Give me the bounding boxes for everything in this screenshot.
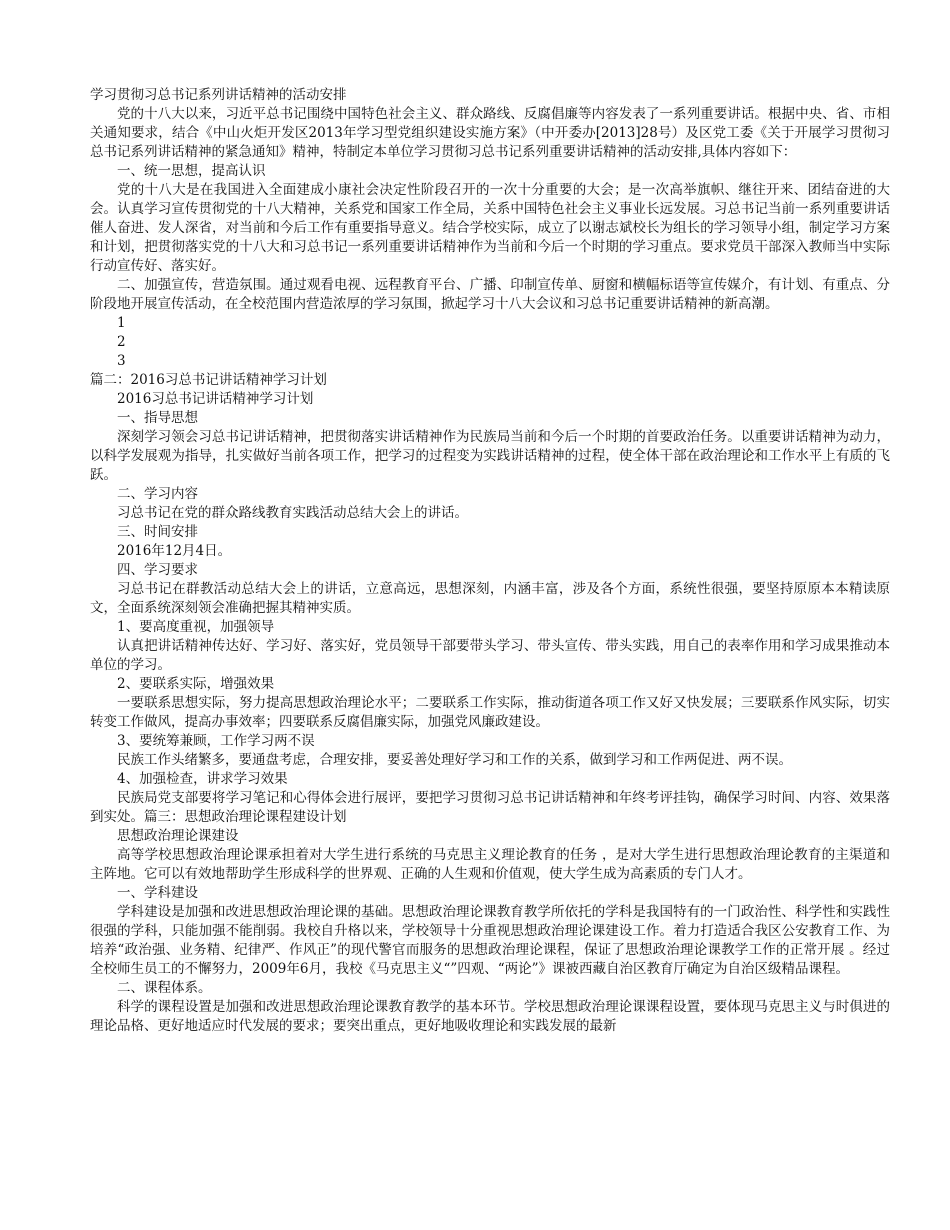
document-paragraph: 思想政治理论课建设: [117, 828, 239, 844]
document-paragraph: 一、指导思想: [117, 410, 198, 426]
document-paragraph: 民族局党支部要将学习笔记和心得体会进行展评，要把学习贯彻习总书记讲话精神和年终考评挂钩，确保学习时间、内容、效果落到实处。篇三：思想政治理论课程建设计划: [90, 790, 890, 825]
document-paragraph: 深刻学习领会习总书记讲话精神，把贯彻落实讲话精神作为民族局当前和今后一个时期的首要政治任务。以重要讲话精神为动力，以科学发展观为指导，扎实做好当前各项工作，把学习的过程变为实践讲话精神的过程，使全体干部在政治理论和工作水平上有质的飞跃。: [90, 429, 890, 483]
document-paragraph: 学科建设是加强和改进思想政治理论课的基础。思想政治理论课教育教学所依托的学科是我国特有的一门政治性、科学性和实践性很强的学科，只能加强不能削弱。我校自升格以来，学校领导十分重视思想政治理论课建设工作。着力打造适合我区公安教育工作、为培养“政治强、业务精、纪律严、作风正”的现代警官而服务的思想政治理论课程，保证了思想政治理论课教学工作的正常开展 。经过全校师生员工的不懈努力，2009年6月，我校《马克思主义“”四观、“两论”》课被西藏自治区教育厅确定为自治区级精品课程。: [90, 904, 890, 977]
document-paragraph: 民族工作头绪繁多，要通盘考虑，合理安排，要妥善处理好学习和工作的关系，做到学习和工作两促进、两不误。: [117, 752, 792, 768]
document-paragraph: 二、学习内容: [117, 486, 198, 502]
document-paragraph: 三、时间安排: [117, 524, 198, 540]
document-paragraph: 习总书记在党的群众路线教育实践活动总结大会上的讲话。: [117, 505, 468, 521]
document-paragraph: 3、要统筹兼顾，工作学习两不误: [117, 733, 315, 749]
document-paragraph: 二、加强宣传，营造氛围。通过观看电视、远程教育平台、广播、印制宣传单、厨窗和横幅标语等宣传媒介，有计划、有重点、分阶段地开展宣传活动，在全校范围内营造浓厚的学习氛围，掀起学习十八大会议和习总书记重要讲话精神的新高潮。: [90, 277, 890, 312]
document-title: 学习贯彻习总书记系列讲话精神的活动安排: [90, 87, 347, 103]
document-paragraph: 二、课程体系。: [117, 980, 212, 996]
document-paragraph: 篇二：2016习总书记讲话精神学习计划: [90, 372, 327, 388]
document-paragraph: 2: [117, 334, 126, 350]
document-paragraph: 党的十八大是在我国进入全面建成小康社会决定性阶段召开的一次十分重要的大会；是一次高举旗帜、继往开来、团结奋进的大会。认真学习宣传贯彻党的十八大精神，关系党和国家工作全局，关系中国特色社会主义事业长远发展。习总书记当前一系列重要讲话催人奋进、发人深省，对当前和今后工作有重要指导意义。结合学校实际，成立了以谢志斌校长为组长的学习领导小组，制定学习方案和计划，把贯彻落实党的十八大和习总书记一系列重要讲话精神作为当前和今后一个时期的学习重点。要求党员干部深入教师当中实际行动宣传好、落实好。: [90, 182, 890, 274]
document-paragraph: 2016习总书记讲话精神学习计划: [117, 391, 314, 407]
document-paragraph: 四、学习要求: [117, 562, 198, 578]
document-paragraph: 4、加强检查，讲求学习效果: [117, 771, 288, 787]
document-paragraph: 2、要联系实际，增强效果: [117, 676, 275, 692]
document-paragraph: 认真把讲话精神传达好、学习好、落实好，党员领导干部要带头学习、带头宣传、带头实践，用自己的表率作用和学习成果推动本单位的学习。: [90, 638, 890, 673]
document-paragraph: 一要联系思想实际，努力提高思想政治理论水平；二要联系工作实际，推动街道各项工作又好又快发展；三要联系作风实际，切实转变工作做风，提高办事效率；四要联系反腐倡廉实际，加强党风廉政建设。: [90, 695, 890, 730]
document-paragraph: 高等学校思想政治理论课承担着对大学生进行系统的马克思主义理论教育的任务 ，是对大学生进行思想政治理论教育的主渠道和主阵地。它可以有效地帮助学生形成科学的世界观、正确的人生观和价值观，使大学生成为高素质的专门人才。: [90, 847, 890, 882]
document-paragraph: 党的十八大以来，习近平总书记围绕中国特色社会主义、群众路线、反腐倡廉等内容发表了一系列重要讲话。根据中央、省、市相关通知要求，结合《中山火炬开发区2013年学习型党组织建设实施方案》（中开委办[2013]28号）及区党工委《关于开展学习贯彻习总书记系列讲话精神的紧急通知》精神，特制定本单位学习贯彻习总书记系列重要讲话精神的活动安排,具体内容如下：: [90, 106, 890, 160]
document-paragraph: 2016年12月4日。: [117, 543, 232, 559]
document-paragraph: 一、统一思想，提高认识: [117, 163, 266, 179]
document-paragraph: 1: [117, 315, 126, 331]
document-body: [90, 86, 890, 1036]
document-paragraph: 3: [117, 353, 126, 369]
document-paragraph: 1、要高度重视，加强领导: [117, 619, 275, 635]
document-paragraph: 科学的课程设置是加强和改进思想政治理论课教育教学的基本环节。学校思想政治理论课课程设置，要体现马克思主义与时俱进的理论品格、更好地适应时代发展的要求；要突出重点，更好地吸收理论和实践发展的最新: [90, 999, 890, 1034]
document-paragraph: 习总书记在群教活动总结大会上的讲话，立意高远，思想深刻，内涵丰富，涉及各个方面，系统性很强，要坚持原原本本精读原文，全面系统深刻领会准确把握其精神实质。: [90, 581, 890, 616]
document-paragraph: 一、学科建设: [117, 885, 198, 901]
